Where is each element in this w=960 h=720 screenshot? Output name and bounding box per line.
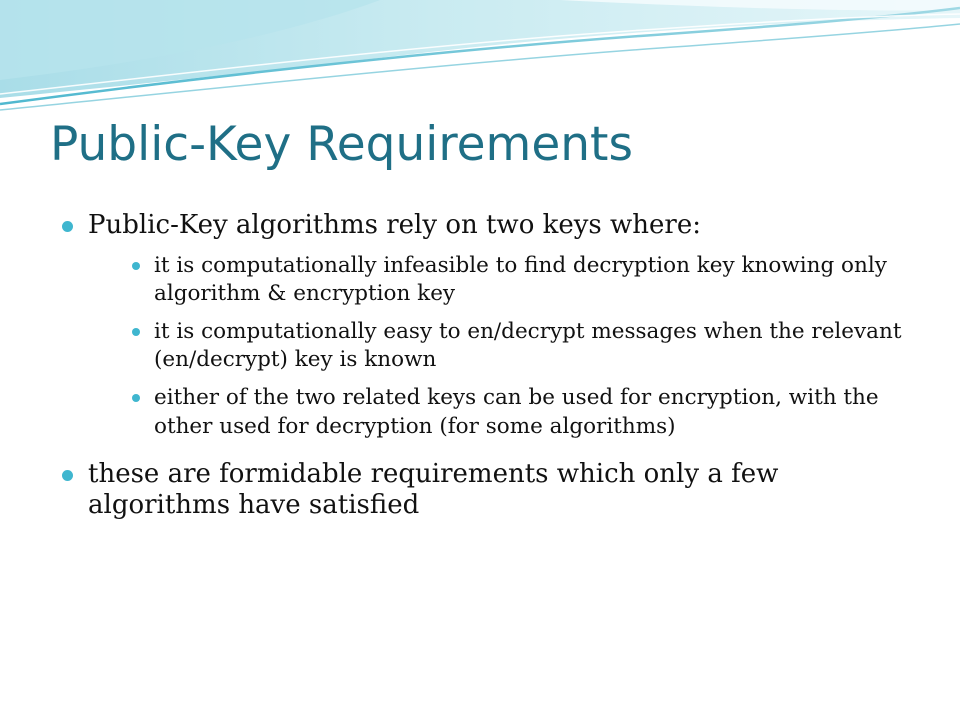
sub-bullet-dot-icon	[132, 328, 140, 336]
header-wave-decoration	[0, 0, 960, 120]
bullet-dot-icon	[62, 221, 73, 232]
bullet-dot-icon	[62, 470, 73, 481]
sub-bullet-dot-icon	[132, 394, 140, 402]
bullet-text: these are formidable requirements which only a few algorithms have satisfied	[88, 458, 779, 521]
sub-bullet-item	[114, 384, 920, 440]
sub-bullet-text: it is computationally infeasible to find decryption key knowing only algorithm & encryption key	[154, 252, 887, 306]
slide-title: Public-Key Requirements	[50, 117, 633, 172]
sub-bullet-item	[114, 252, 920, 308]
bullet-text: Public-Key algorithms rely on two keys where:	[88, 210, 702, 240]
sub-bullet-text: either of the two related keys can be used for encryption, with the other used for decryption (for some algorithms)	[154, 385, 879, 439]
sub-bullet-text: it is computationally easy to en/decrypt messages when the relevant (en/decrypt) key is known	[154, 319, 902, 373]
bullet-item	[60, 459, 920, 522]
sub-bullet-item	[114, 318, 920, 374]
bullet-item	[60, 210, 920, 441]
bullet-list	[60, 210, 920, 522]
sub-bullet-dot-icon	[132, 262, 140, 270]
sub-bullet-list	[88, 252, 920, 441]
